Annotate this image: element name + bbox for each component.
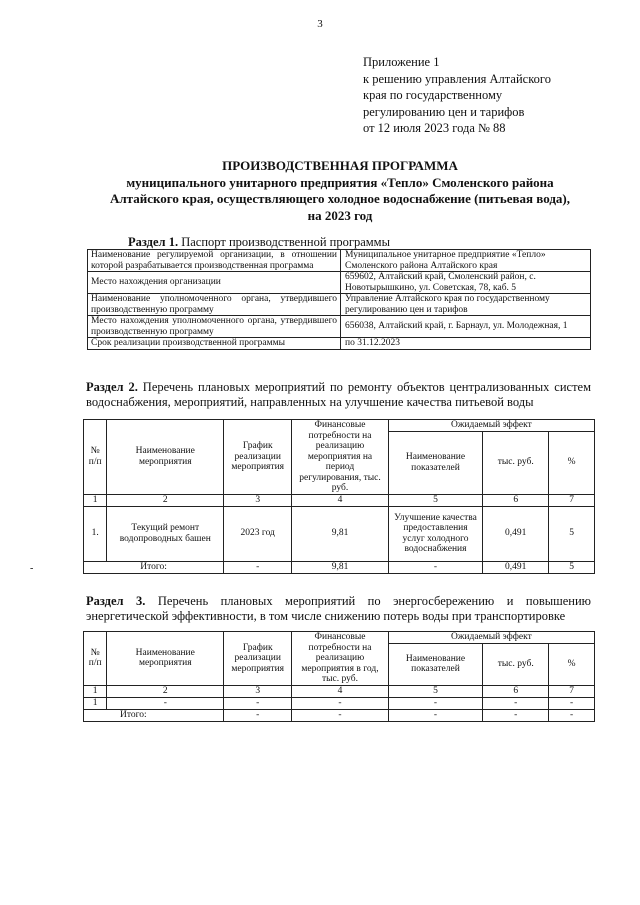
total-label: Итого: xyxy=(84,561,224,573)
col-header-percent: % xyxy=(549,431,595,494)
total-thousand: 0,491 xyxy=(483,561,549,573)
col-header-name: Наименование мероприятия xyxy=(107,632,224,686)
table-row xyxy=(84,506,595,561)
title-line: Алтайского края, осуществляющего холодное водоснабжение (питьевая вода), xyxy=(109,191,571,206)
total-row xyxy=(84,561,595,573)
cell-num: 1. xyxy=(84,506,107,561)
col-header-effect: Ожидаемый эффект xyxy=(388,420,594,432)
table-row xyxy=(88,294,591,316)
passport-name-cell: Место нахождения организации xyxy=(88,272,341,294)
total-indicator: - xyxy=(388,561,482,573)
cell-finance: 9,81 xyxy=(292,506,389,561)
total-row xyxy=(84,709,595,721)
section2-heading xyxy=(86,380,591,409)
col-header-finance: Финансовые потребности на реализацию мероприятия в год, тыс. руб. xyxy=(292,632,389,686)
appendix-line: регулированию цен и тарифов xyxy=(363,104,525,119)
passport-table xyxy=(87,249,591,350)
passport-value-cell: Муниципальное унитарное предприятие «Тепло» Смоленского района Алтайского края xyxy=(341,250,591,272)
cell-indicator: Улучшение качества предоставления услуг холодного водоснабжения xyxy=(388,506,482,561)
cell-name: - xyxy=(107,697,224,709)
title-line: ПРОИЗВОДСТВЕННАЯ ПРОГРАММА xyxy=(222,158,458,173)
appendix-line: Приложение 1 xyxy=(363,55,440,69)
column-number: 5 xyxy=(388,494,482,506)
col-header-name: Наименование мероприятия xyxy=(107,420,224,495)
col-header-thousand: тыс. руб. xyxy=(483,643,549,685)
column-number: 3 xyxy=(224,494,292,506)
section1-label: Раздел 1. xyxy=(128,235,179,249)
column-number-row xyxy=(84,685,595,697)
passport-value-cell: Управление Алтайского края по государственному регулированию цен и тарифов xyxy=(341,294,591,316)
total-schedule: - xyxy=(224,709,292,721)
cell-thousand: - xyxy=(483,697,549,709)
table-row xyxy=(84,697,595,709)
total-finance: 9,81 xyxy=(292,561,389,573)
cell-percent: - xyxy=(549,697,595,709)
passport-name-cell: Срок реализации производственной программы xyxy=(88,338,341,350)
column-number: 7 xyxy=(549,494,595,506)
passport-value-cell: 656038, Алтайский край, г. Барнаул, ул. Молодежная, 1 xyxy=(341,316,591,338)
col-header-indicator: Наименование показателей xyxy=(388,431,482,494)
column-number-row xyxy=(84,494,595,506)
document-title xyxy=(80,158,600,224)
page-number: 3 xyxy=(317,18,323,30)
total-indicator: - xyxy=(388,709,482,721)
appendix-line: края по государственному xyxy=(363,88,503,102)
cell-schedule: 2023 год xyxy=(224,506,292,561)
column-number: 6 xyxy=(483,494,549,506)
cell-indicator: - xyxy=(388,697,482,709)
total-schedule: - xyxy=(224,561,292,573)
total-finance: - xyxy=(292,709,389,721)
col-header-indicator: Наименование показателей xyxy=(388,643,482,685)
cell-finance: - xyxy=(292,697,389,709)
col-header-schedule: График реализации мероприятия xyxy=(224,420,292,495)
column-number: 6 xyxy=(483,685,549,697)
appendix-block xyxy=(363,54,551,137)
col-header-effect: Ожидаемый эффект xyxy=(388,632,594,644)
table-row xyxy=(88,272,591,294)
cell-percent: 5 xyxy=(549,506,595,561)
section3-label: Раздел 3. xyxy=(86,594,146,608)
section2-text: Перечень плановых мероприятий по ремонту объектов централизованных систем водоснабжения, мероприятий, направленных на улучшение качества питьевой воды xyxy=(86,380,591,409)
section3-text: Перечень плановых мероприятий по энергосбережению и повышению энергетической эффективности, в том числе снижению потерь воды при транспортировке xyxy=(86,594,592,623)
column-number: 2 xyxy=(107,494,224,506)
col-header-finance: Финансовые потребности на реализацию мероприятия на период регулирования, тыс. руб. xyxy=(292,420,389,495)
total-percent: 5 xyxy=(549,561,595,573)
passport-name-cell: Наименование регулируемой организации, в отношении которой разрабатывается производственная программа xyxy=(88,250,341,272)
cell-num: 1 xyxy=(84,697,107,709)
passport-value-cell: 659602, Алтайский край, Смоленский район, с. Новотырышкино, ул. Советская, 78, каб. 5 xyxy=(341,272,591,294)
column-number: 2 xyxy=(107,685,224,697)
table-header-row xyxy=(84,632,595,644)
section3-table xyxy=(83,631,595,722)
column-number: 7 xyxy=(549,685,595,697)
cell-name: Текущий ремонт водопроводных башен xyxy=(107,506,224,561)
passport-value-cell: по 31.12.2023 xyxy=(341,338,591,350)
title-line: муниципального унитарного предприятия «Тепло» Смоленского района xyxy=(126,174,554,190)
table-row xyxy=(88,316,591,338)
margin-mark: - xyxy=(30,563,34,574)
table-row xyxy=(88,338,591,350)
col-header-num: № п/п xyxy=(84,420,107,495)
section3-heading xyxy=(86,594,591,623)
total-label: Итого: xyxy=(84,709,224,721)
col-header-schedule: График реализации мероприятия xyxy=(224,632,292,686)
column-number: 3 xyxy=(224,685,292,697)
appendix-line: к решению управления Алтайского xyxy=(363,71,551,86)
section1-text: Паспорт производственной программы xyxy=(181,235,390,249)
table-row xyxy=(88,250,591,272)
cell-thousand: 0,491 xyxy=(483,506,549,561)
col-header-num: № п/п xyxy=(84,632,107,686)
col-header-thousand: тыс. руб. xyxy=(483,431,549,494)
column-number: 1 xyxy=(84,494,107,506)
passport-name-cell: Наименование уполномоченного органа, утвердившего производственную программу xyxy=(88,294,341,316)
passport-name-cell: Место нахождения уполномоченного органа, утвердившего производственную программу xyxy=(88,316,341,338)
total-thousand: - xyxy=(483,709,549,721)
column-number: 4 xyxy=(292,494,389,506)
cell-schedule: - xyxy=(224,697,292,709)
table-header-row xyxy=(84,420,595,432)
total-percent: - xyxy=(549,709,595,721)
section1-heading xyxy=(128,235,390,250)
column-number: 5 xyxy=(388,685,482,697)
column-number: 1 xyxy=(84,685,107,697)
col-header-percent: % xyxy=(549,643,595,685)
section2-table xyxy=(83,419,595,574)
title-line: на 2023 год xyxy=(307,207,373,223)
appendix-line: от 12 июля 2023 года № 88 xyxy=(363,121,506,135)
section2-label: Раздел 2. xyxy=(86,380,138,394)
column-number: 4 xyxy=(292,685,389,697)
